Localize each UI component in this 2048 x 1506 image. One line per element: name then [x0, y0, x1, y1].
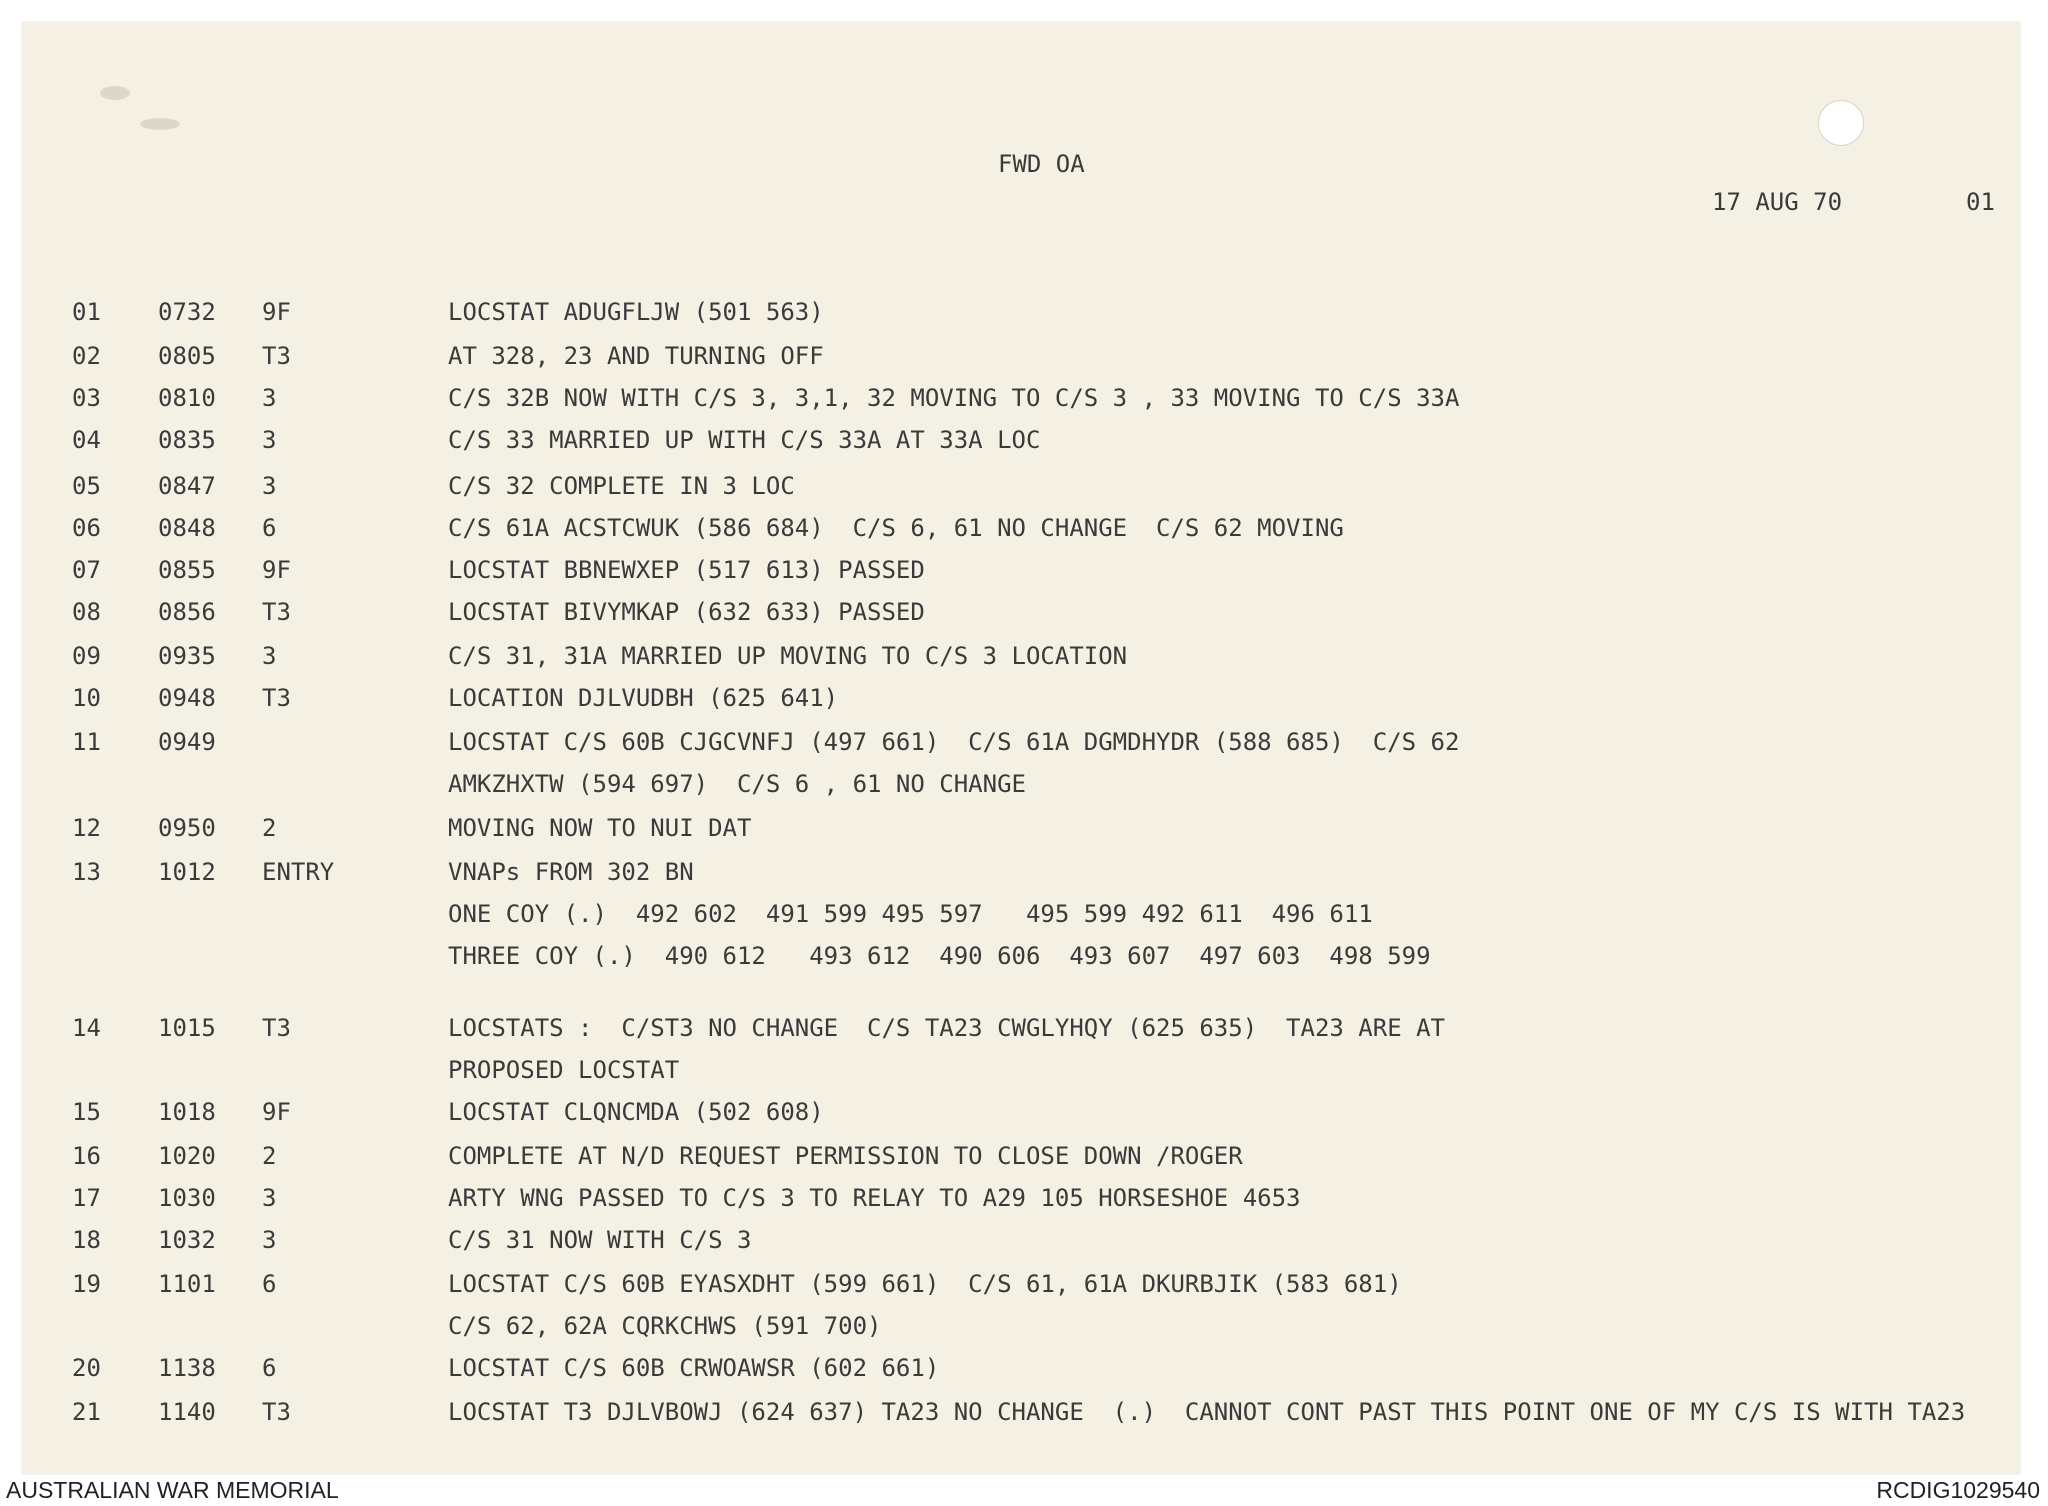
log-entry-row [0, 684, 2048, 724]
entry-number: 05 [72, 472, 101, 500]
entry-source: 6 [262, 1354, 277, 1382]
entry-number: 02 [72, 342, 101, 370]
entry-text: VNAPs FROM 302 BN [448, 858, 694, 886]
entry-source: T3 [262, 342, 291, 370]
log-entry-row [0, 858, 2048, 898]
entry-number: 18 [72, 1226, 101, 1254]
log-entry-row [0, 900, 2048, 940]
stain-mark [140, 118, 180, 130]
entry-number: 15 [72, 1098, 101, 1126]
entry-text: ONE COY (.) 492 602 491 599 495 597 495 599 492 611 496 611 [448, 900, 1373, 928]
entry-number: 09 [72, 642, 101, 670]
log-entry-row [0, 514, 2048, 554]
entry-number: 13 [72, 858, 101, 886]
log-entry-row [0, 770, 2048, 810]
entry-text: C/S 32 COMPLETE IN 3 LOC [448, 472, 795, 500]
log-entry-row [0, 384, 2048, 424]
log-entry-row [0, 1226, 2048, 1266]
entry-time: 0835 [158, 426, 216, 454]
log-entry-row [0, 1142, 2048, 1182]
entry-time: 1032 [158, 1226, 216, 1254]
entry-text: ARTY WNG PASSED TO C/S 3 TO RELAY TO A29 105 HORSESHOE 4653 [448, 1184, 1301, 1212]
entry-time: 0848 [158, 514, 216, 542]
record-id: RCDIG1029540 [1876, 1477, 2040, 1503]
entry-text: LOCSTAT C/S 60B CRWOAWSR (602 661) [448, 1354, 940, 1382]
entry-time: 0856 [158, 598, 216, 626]
entry-number: 03 [72, 384, 101, 412]
entry-number: 06 [72, 514, 101, 542]
entry-source: 2 [262, 1142, 277, 1170]
entry-text: THREE COY (.) 490 612 493 612 490 606 493 607 497 603 498 599 [448, 942, 1431, 970]
entry-time: 0935 [158, 642, 216, 670]
stain-mark [100, 86, 130, 100]
entry-text: C/S 62, 62A CQRKCHWS (591 700) [448, 1312, 882, 1340]
entry-source: 2 [262, 814, 277, 842]
entry-text: C/S 32B NOW WITH C/S 3, 3,1, 32 MOVING TO C/S 3 , 33 MOVING TO C/S 33A [448, 384, 1460, 412]
entry-time: 0949 [158, 728, 216, 756]
entry-time: 0732 [158, 298, 216, 326]
archive-label: AUSTRALIAN WAR MEMORIAL [6, 1477, 339, 1503]
entry-source: 3 [262, 642, 277, 670]
entry-text: PROPOSED LOCSTAT [448, 1056, 680, 1084]
entry-text: LOCSTAT T3 DJLVBOWJ (624 637) TA23 NO CHANGE (.) CANNOT CONT PAST THIS POINT ONE OF MY C/S IS WITH TA23 [448, 1398, 1966, 1426]
entry-text: AT 328, 23 AND TURNING OFF [448, 342, 824, 370]
page-number: 01 [1966, 188, 1995, 216]
log-entry-row [0, 942, 2048, 982]
entry-source: 3 [262, 1184, 277, 1212]
entry-source: T3 [262, 684, 291, 712]
entry-number: 19 [72, 1270, 101, 1298]
log-entry-row [0, 556, 2048, 596]
entry-source: 3 [262, 472, 277, 500]
entry-text: LOCSTAT CLQNCMDA (502 608) [448, 1098, 824, 1126]
entry-number: 11 [72, 728, 101, 756]
entry-time: 1020 [158, 1142, 216, 1170]
entry-time: 1101 [158, 1270, 216, 1298]
entry-text: LOCSTATS : C/ST3 NO CHANGE C/S TA23 CWGLYHQY (625 635) TA23 ARE AT [448, 1014, 1445, 1042]
entry-time: 0805 [158, 342, 216, 370]
entry-source: 9F [262, 556, 291, 584]
entry-text: LOCSTAT ADUGFLJW (501 563) [448, 298, 824, 326]
entry-source: T3 [262, 598, 291, 626]
entry-time: 1018 [158, 1098, 216, 1126]
entry-text: LOCATION DJLVUDBH (625 641) [448, 684, 839, 712]
entry-text: C/S 33 MARRIED UP WITH C/S 33A AT 33A LOC [448, 426, 1041, 454]
log-entry-row [0, 1184, 2048, 1224]
log-entry-row [0, 642, 2048, 682]
entry-time: 1015 [158, 1014, 216, 1042]
entry-number: 01 [72, 298, 101, 326]
entry-source: 3 [262, 384, 277, 412]
entry-source: 6 [262, 514, 277, 542]
entry-text: AMKZHXTW (594 697) C/S 6 , 61 NO CHANGE [448, 770, 1026, 798]
entry-text: C/S 61A ACSTCWUK (586 684) C/S 6, 61 NO CHANGE C/S 62 MOVING [448, 514, 1344, 542]
entry-number: 20 [72, 1354, 101, 1382]
entry-source: T3 [262, 1014, 291, 1042]
entry-text: LOCSTAT BBNEWXEP (517 613) PASSED [448, 556, 925, 584]
entry-number: 14 [72, 1014, 101, 1042]
entry-time: 0855 [158, 556, 216, 584]
entry-source: 6 [262, 1270, 277, 1298]
log-entry-row [0, 1014, 2048, 1054]
entry-source: 9F [262, 298, 291, 326]
entry-source: 9F [262, 1098, 291, 1126]
log-entry-row [0, 1398, 2048, 1438]
entry-time: 0847 [158, 472, 216, 500]
log-entry-row [0, 1270, 2048, 1310]
entry-text: C/S 31 NOW WITH C/S 3 [448, 1226, 752, 1254]
log-entry-row [0, 1098, 2048, 1138]
entry-number: 10 [72, 684, 101, 712]
log-entry-row [0, 1056, 2048, 1096]
entry-time: 0950 [158, 814, 216, 842]
entry-number: 08 [72, 598, 101, 626]
log-entry-row [0, 1354, 2048, 1394]
entry-source: 3 [262, 426, 277, 454]
entry-text: LOCSTAT C/S 60B EYASXDHT (599 661) C/S 61, 61A DKURBJIK (583 681) [448, 1270, 1402, 1298]
punch-hole [1818, 100, 1864, 146]
log-entry-row [0, 1312, 2048, 1352]
log-entry-row [0, 342, 2048, 382]
entry-number: 17 [72, 1184, 101, 1212]
entry-source: 3 [262, 1226, 277, 1254]
entry-number: 07 [72, 556, 101, 584]
entry-number: 16 [72, 1142, 101, 1170]
log-date: 17 AUG 70 [1712, 188, 1843, 216]
entry-source: T3 [262, 1398, 291, 1426]
entry-number: 04 [72, 426, 101, 454]
entry-number: 21 [72, 1398, 101, 1426]
entry-text: C/S 31, 31A MARRIED UP MOVING TO C/S 3 LOCATION [448, 642, 1128, 670]
log-entry-row [0, 728, 2048, 768]
entry-number: 12 [72, 814, 101, 842]
entry-time: 0810 [158, 384, 216, 412]
log-title: FWD OA [998, 150, 1085, 178]
log-entry-row [0, 298, 2048, 338]
log-entry-row [0, 426, 2048, 466]
entry-time: 0948 [158, 684, 216, 712]
entry-source: ENTRY [262, 858, 335, 886]
log-entry-row [0, 598, 2048, 638]
entry-text: LOCSTAT C/S 60B CJGCVNFJ (497 661) C/S 61A DGMDHYDR (588 685) C/S 62 [448, 728, 1460, 756]
entry-time: 1030 [158, 1184, 216, 1212]
entry-time: 1012 [158, 858, 216, 886]
entry-text: MOVING NOW TO NUI DAT [448, 814, 752, 842]
entry-time: 1140 [158, 1398, 216, 1426]
entry-text: COMPLETE AT N/D REQUEST PERMISSION TO CLOSE DOWN /ROGER [448, 1142, 1243, 1170]
log-entry-row [0, 472, 2048, 512]
entry-text: LOCSTAT BIVYMKAP (632 633) PASSED [448, 598, 925, 626]
entry-time: 1138 [158, 1354, 216, 1382]
log-entry-row [0, 814, 2048, 854]
